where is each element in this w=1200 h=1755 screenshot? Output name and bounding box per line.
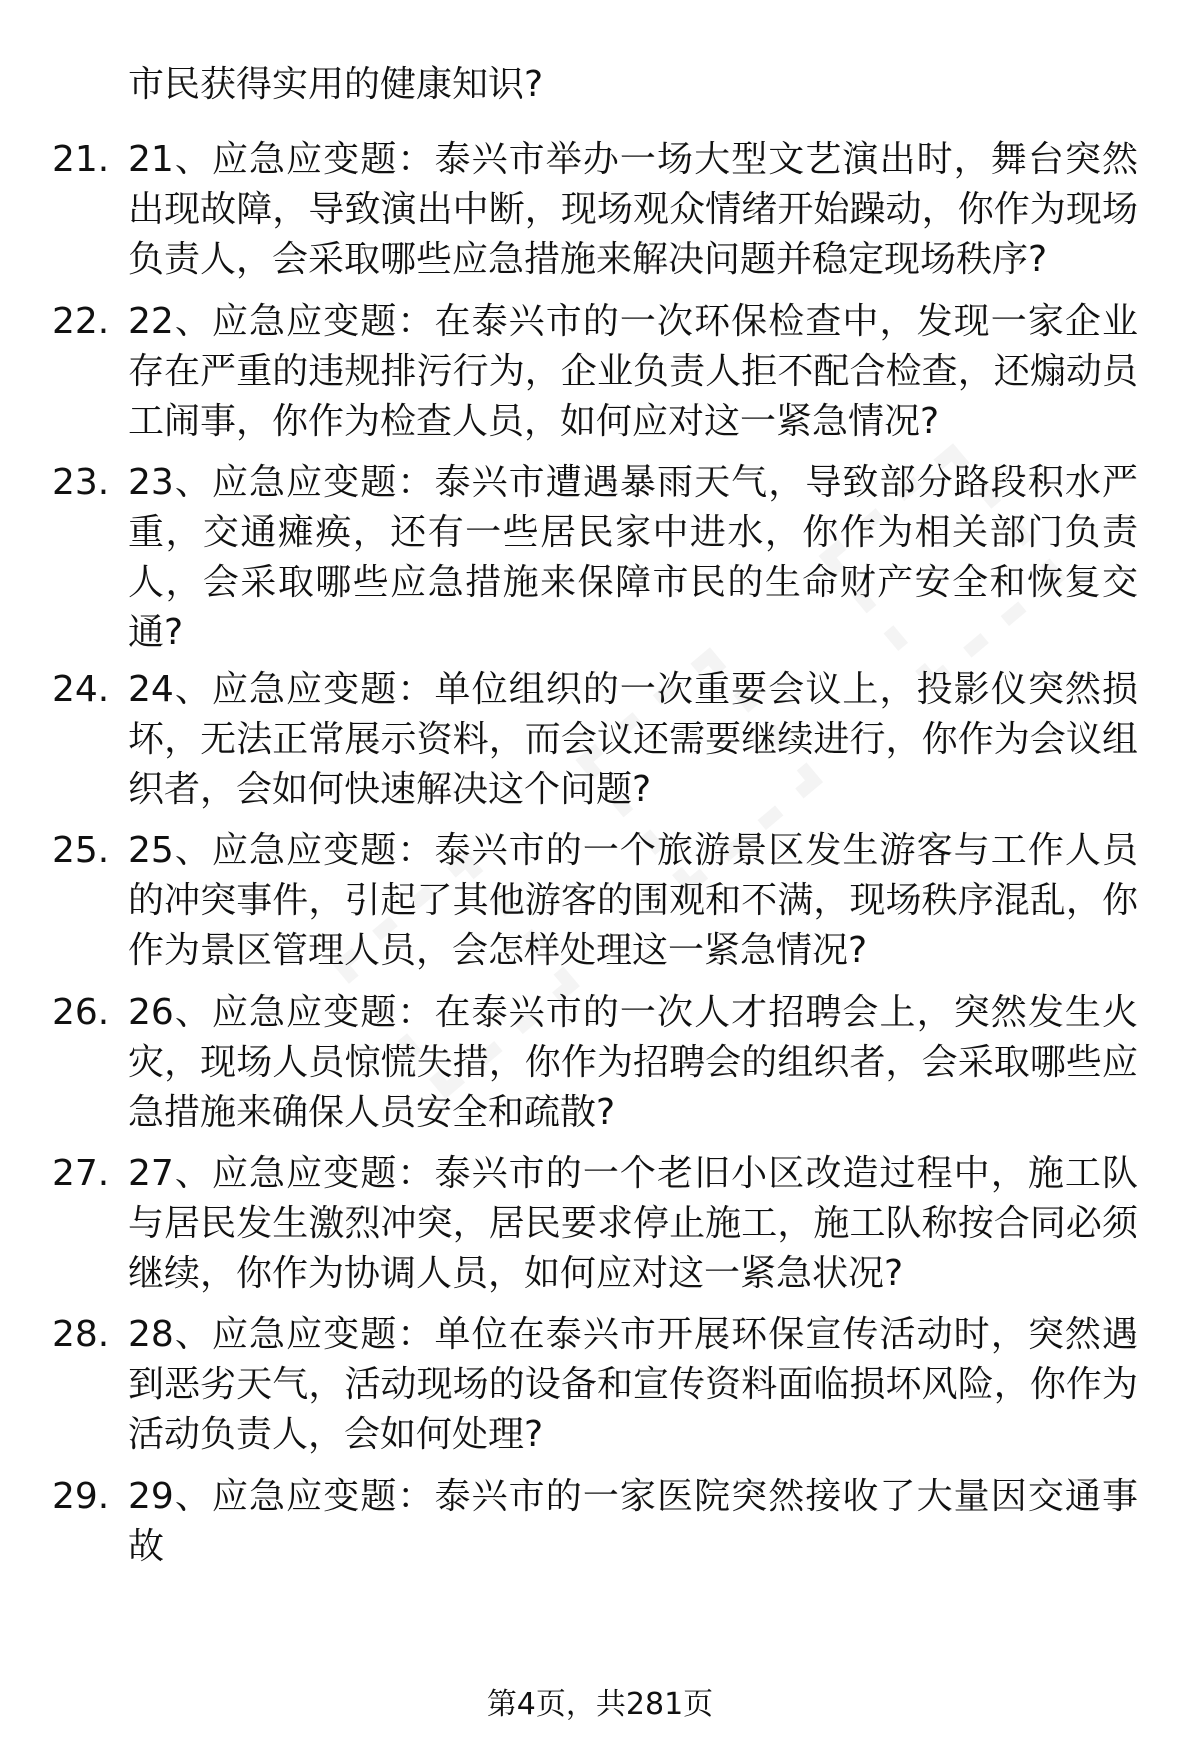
question-number: 25. [52, 830, 110, 871]
question-number: 21. [52, 139, 110, 180]
question-number: 27. [52, 1153, 110, 1194]
question-text: 26、应急应变题：在泰兴市的一次人才招聘会上，突然发生火灾，现场人员惊慌失措，你作为招聘会的组织者，会采取哪些应急措施来确保人员安全和疏散? [128, 992, 1138, 1133]
question-text: 21、应急应变题：泰兴市举办一场大型文艺演出时，舞台突然出现故障，导致演出中断，现场观众情绪开始躁动，你作为现场负责人，会采取哪些应急措施来解决问题并稳定现场秩序? [128, 139, 1138, 280]
question-text: 24、应急应变题：单位组织的一次重要会议上，投影仪突然损坏，无法正常展示资料，而会议还需要继续进行，你作为会议组织者，会如何快速解决这个问题? [128, 669, 1138, 810]
page-footer: 第4页，共281页 [486, 1687, 714, 1722]
question-number: 29. [52, 1476, 110, 1517]
question-text: 29、应急应变题：泰兴市的一家医院突然接收了大量因交通事故 [128, 1476, 1138, 1567]
question-text: 25、应急应变题：泰兴市的一个旅游景区发生游客与工作人员的冲突事件，引起了其他游客的围观和不满，现场秩序混乱，你作为景区管理人员，会怎样处理这一紧急情况? [128, 830, 1138, 971]
continuation-text: 市民获得实用的健康知识? [128, 64, 544, 105]
question-number: 24. [52, 669, 110, 710]
question-number: 22. [52, 301, 110, 342]
question-text: 22、应急应变题：在泰兴市的一次环保检查中，发现一家企业存在严重的违规排污行为，企业负责人拒不配合检查，还煽动员工闹事，你作为检查人员，如何应对这一紧急情况? [128, 301, 1138, 442]
question-number: 28. [52, 1314, 110, 1355]
question-text: 27、应急应变题：泰兴市的一个老旧小区改造过程中，施工队与居民发生激烈冲突，居民要求停止施工，施工队称按合同必须继续，你作为协调人员，如何应对这一紧急状况? [128, 1153, 1138, 1294]
question-text: 23、应急应变题：泰兴市遭遇暴雨天气，导致部分路段积水严重，交通瘫痪，还有一些居民家中进水，你作为相关部门负责人，会采取哪些应急措施来保障市民的生命财产安全和恢复交通? [128, 462, 1138, 653]
question-number: 23. [52, 462, 110, 503]
question-number: 26. [52, 992, 110, 1033]
question-text: 28、应急应变题：单位在泰兴市开展环保宣传活动时，突然遇到恶劣天气，活动现场的设备和宣传资料面临损坏风险，你作为活动负责人，会如何处理? [128, 1314, 1138, 1455]
